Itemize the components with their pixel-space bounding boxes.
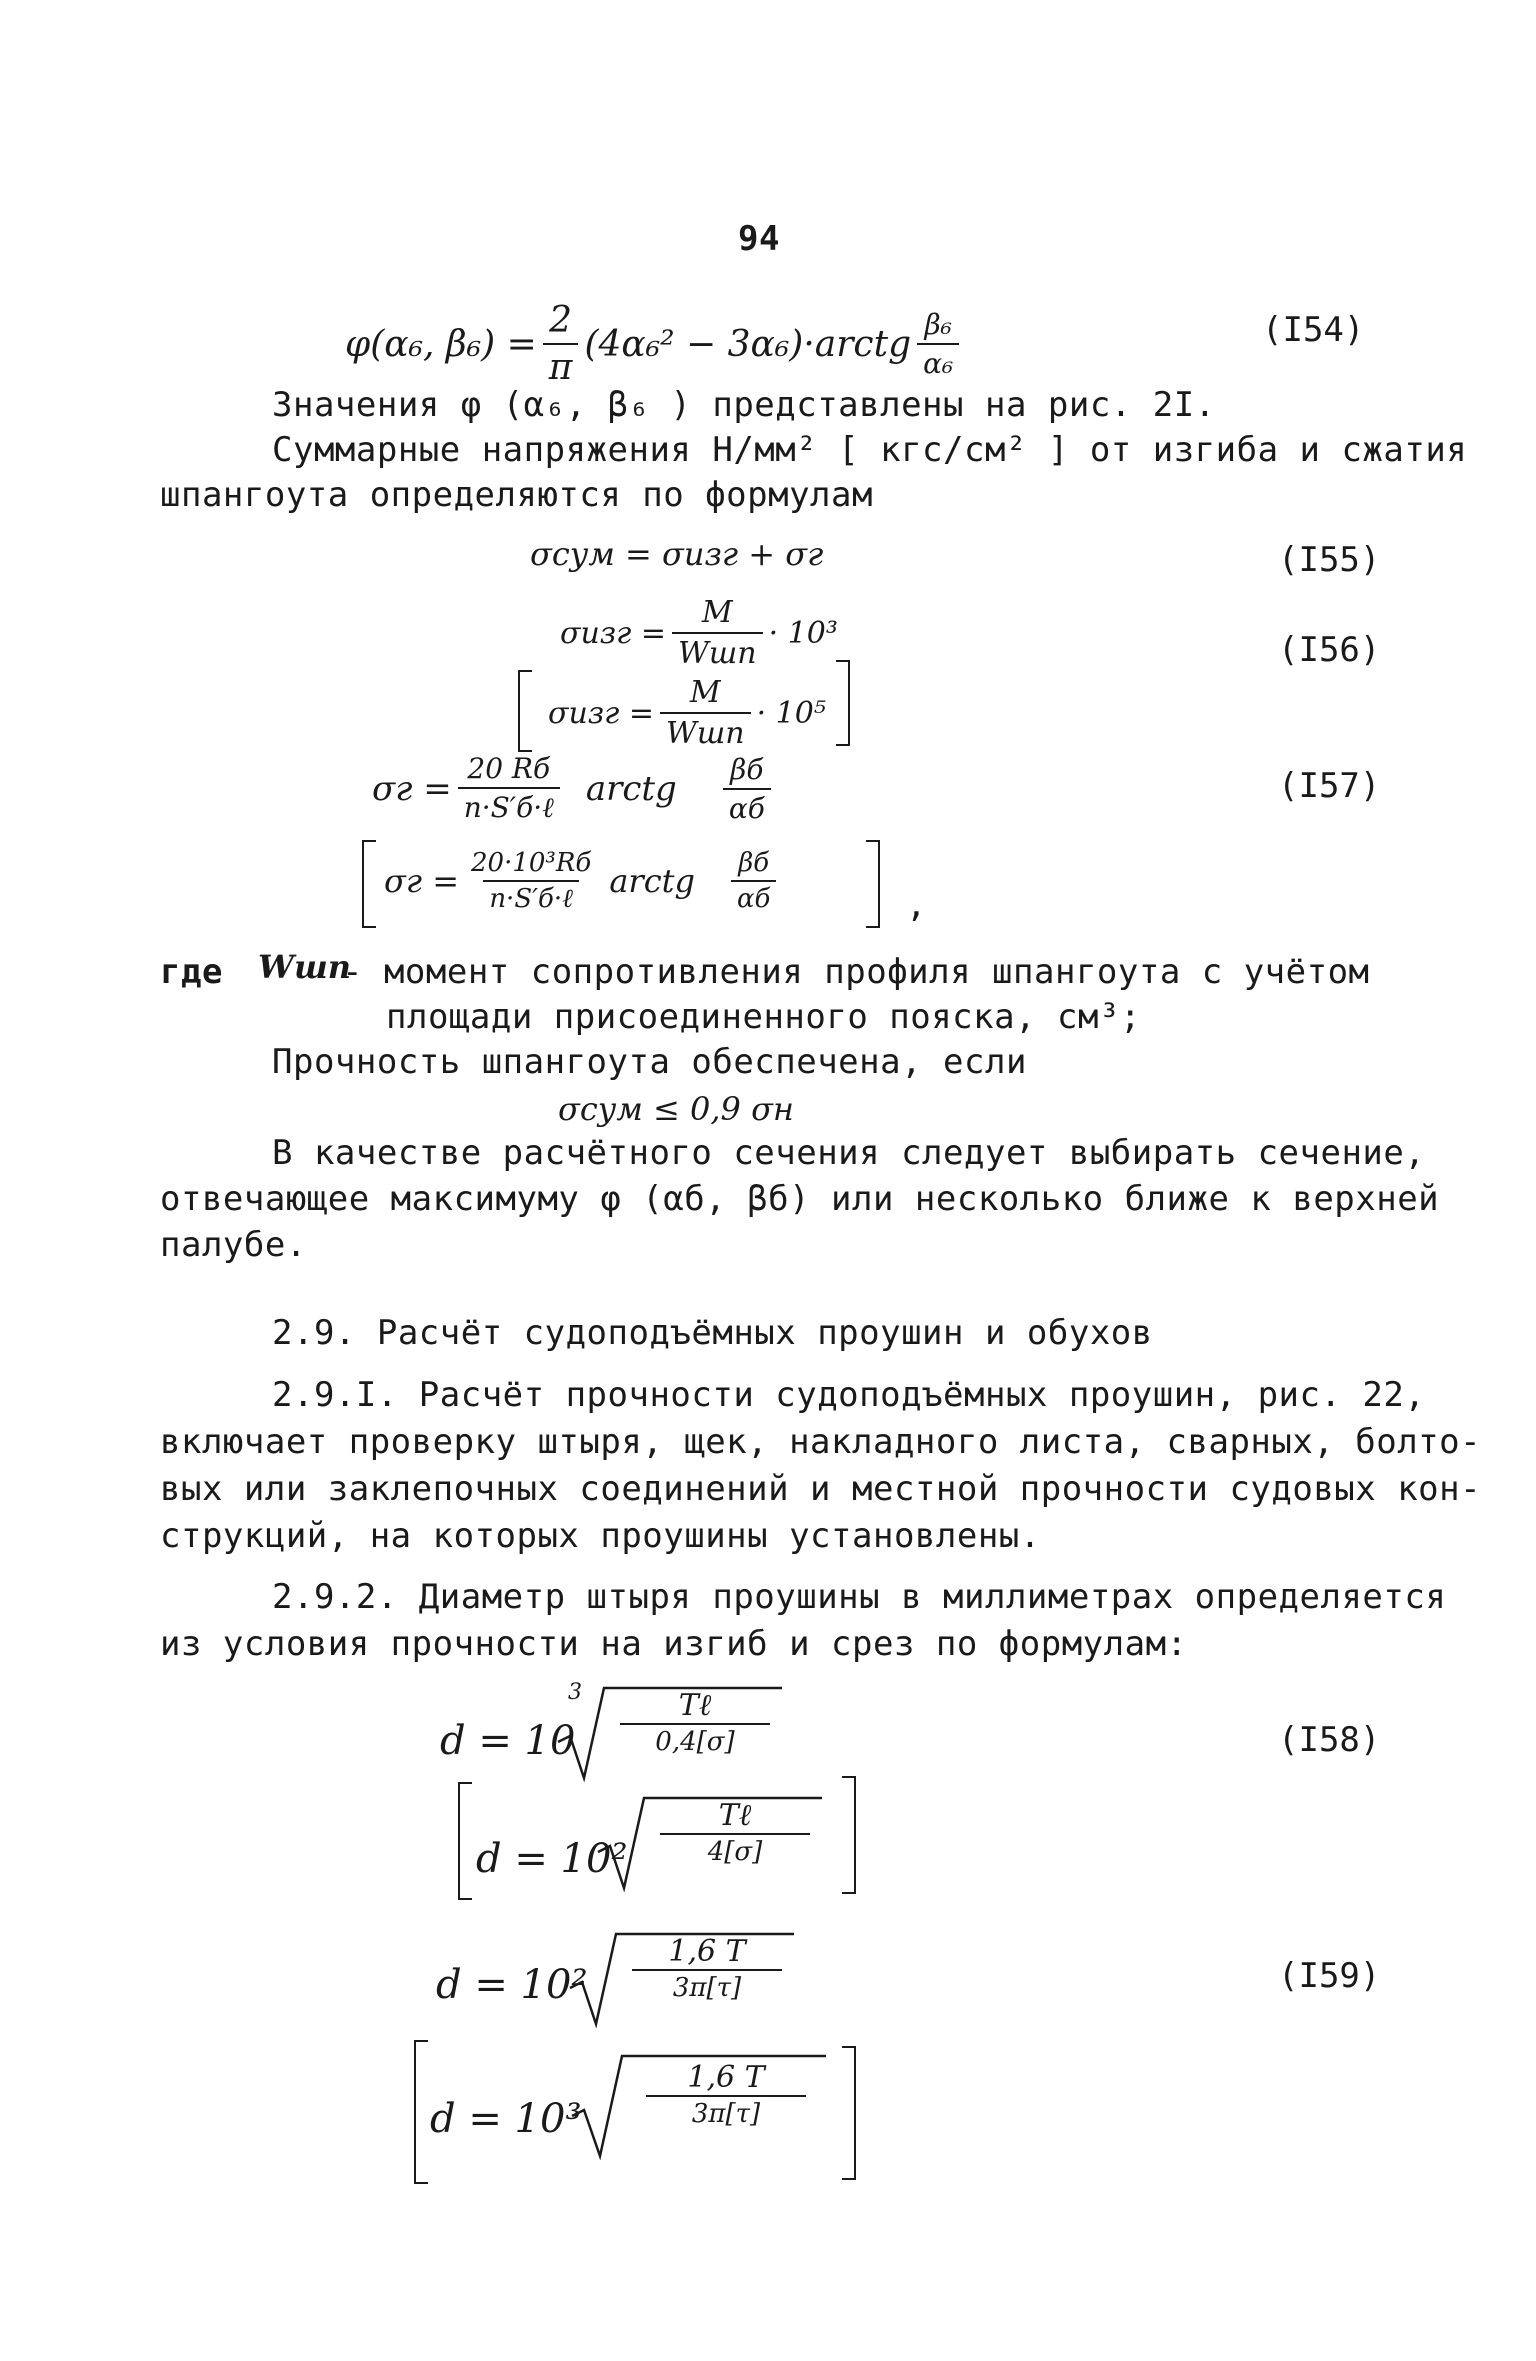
- p291-line4: струкций, на которых проушины установлены.: [160, 1516, 1041, 1556]
- equation-number-155: (I55): [1278, 540, 1381, 580]
- eq157-frac2: [723, 753, 771, 825]
- eq154-frac2: [917, 308, 959, 380]
- eq158b-frac: [650, 1798, 820, 1867]
- eq157b-frac-den: n·S′б·ℓ: [483, 880, 579, 914]
- equation-156-alt: [548, 675, 826, 751]
- eq156b-lhs: σизг =: [548, 695, 654, 731]
- eq157-frac2-den: αб: [723, 788, 771, 825]
- eq156-frac-den: Wшп: [672, 632, 763, 671]
- eq159b-frac-num: 1,6 T: [687, 2060, 765, 2095]
- eq158b-right-bracket: [842, 1776, 856, 1894]
- eq157-frac-den: n·S′б·ℓ: [458, 787, 560, 825]
- eq159-frac-num: 1,6 T: [668, 1934, 746, 1969]
- eq159-frac: [622, 1934, 792, 2003]
- eq154-frac: [543, 300, 579, 388]
- equation-154: [345, 300, 965, 388]
- p291-line3: вых или заклепочных соединений и местной прочности судовых кон-: [160, 1469, 1482, 1509]
- eq156b-right-bracket: [836, 660, 850, 746]
- where-line1: - момент сопротивления профиля шпангоута с учётом: [342, 952, 1370, 992]
- eq158-frac-num: Tℓ: [678, 1688, 712, 1723]
- paragraph-section-line3: палубе.: [160, 1225, 307, 1265]
- strength-condition: σсум ≤ 0,9 σн: [558, 1090, 794, 1128]
- eq157b-right-bracket: [866, 840, 880, 928]
- eq156-frac-num: M: [701, 595, 733, 630]
- eq158b-frac-den: 4[σ]: [660, 1833, 810, 1867]
- equation-156: [560, 595, 838, 671]
- eq159-frac-den: 3π[τ]: [632, 1969, 782, 2003]
- eq158b-frac-num: Tℓ: [718, 1798, 752, 1833]
- eq157b-left-bracket: [362, 840, 376, 928]
- strength-line: Прочность шпангоута обеспечена, если: [272, 1042, 1027, 1082]
- eq157b-comma: ,: [906, 885, 927, 925]
- page-number: 94: [738, 219, 780, 259]
- eq158b-lhs: d = 10²: [476, 1836, 628, 1882]
- eq159b-lhs: d = 10³: [430, 2096, 582, 2142]
- paragraph-section-line1: В качестве расчётного сечения следует выбирать сечение,: [272, 1133, 1426, 1173]
- eq157b-frac2-den: αб: [731, 880, 776, 914]
- where-line2: площади присоединенного пояска, см³;: [386, 997, 1141, 1037]
- eq156-lhs: σизг =: [560, 615, 666, 651]
- eq154-frac2-den: α₆: [917, 343, 959, 380]
- equation-157-alt: [384, 848, 782, 914]
- eq158-root-index: 3: [568, 1680, 582, 1705]
- equation-157: [372, 752, 777, 825]
- equation-number-156: (I56): [1278, 630, 1381, 670]
- equation-number-159: (I59): [1278, 1956, 1381, 1996]
- p292-line2: из условия прочности на изгиб и срез по формулам:: [160, 1624, 1188, 1664]
- eq159-lhs: d = 10²: [436, 1962, 588, 2008]
- eq154-frac-den: π: [543, 343, 579, 388]
- eq156b-left-bracket: [518, 670, 532, 752]
- eq157-arctg: arctg: [585, 768, 677, 809]
- eq157b-frac2: [731, 848, 776, 914]
- eq159b-frac: [636, 2060, 816, 2129]
- eq157b-arctg: arctg: [609, 862, 695, 900]
- eq156b-frac: [660, 675, 751, 751]
- eq154-mid: (4α₆² − 3α₆)·arctg: [584, 323, 912, 365]
- paragraph-stress-line1: Суммарные напряжения Н/мм² [ кгс/см² ] от изгиба и сжатия: [272, 430, 1468, 470]
- eq156b-tail: · 10⁵: [756, 695, 826, 731]
- eq159b-left-bracket: [414, 2040, 428, 2184]
- p291-line2: включает проверку штыря, щек, накладного листа, сварных, болто-: [160, 1422, 1482, 1462]
- eq158-frac: [610, 1688, 780, 1757]
- eq159b-right-bracket: [842, 2046, 856, 2180]
- eq157-frac2-num: βб: [730, 752, 764, 786]
- eq158b-left-bracket: [458, 1782, 472, 1900]
- eq154-lhs: φ(α₆, β₆) =: [345, 323, 537, 365]
- paragraph-stress-line2: шпангоута определяются по формулам: [160, 475, 873, 515]
- eq156-tail: · 10³: [768, 615, 838, 651]
- p292-line1: 2.9.2. Диаметр штыря проушины в миллиметрах определяется: [272, 1577, 1447, 1617]
- eq157b-frac-num: 20·10³Rб: [471, 848, 592, 878]
- eq157b-lhs: σг =: [384, 862, 459, 900]
- eq157-frac-num: 20 Rб: [467, 752, 551, 785]
- eq156b-frac-den: Wшп: [660, 712, 751, 751]
- eq158-lhs: d = 10: [440, 1718, 576, 1764]
- where-symbol: Wшп: [258, 948, 352, 986]
- where-label: где: [160, 952, 223, 992]
- paragraph-section-line2: отвечающее максимуму φ (αб, βб) или несколько ближе к верхней: [160, 1179, 1440, 1219]
- eq157b-frac2-num: βб: [738, 848, 770, 878]
- eq157-frac: [458, 752, 560, 825]
- paragraph-values: Значения φ (α₆, β₆ ) представлены на рис. 2I.: [272, 385, 1216, 425]
- equation-155: σсум = σизг + σг: [530, 535, 824, 573]
- eq156-frac: [672, 595, 763, 671]
- eq159b-frac-den: 3π[τ]: [646, 2095, 806, 2129]
- eq158-frac-den: 0,4[σ]: [620, 1723, 770, 1757]
- equation-number-154: (I54): [1262, 310, 1365, 350]
- p291-line1: 2.9.I. Расчёт прочности судоподъёмных проушин, рис. 22,: [272, 1375, 1426, 1415]
- eq157-lhs: σг =: [372, 768, 452, 809]
- eq156b-frac-num: M: [689, 675, 721, 710]
- eq154-frac2-num: β₆: [924, 308, 952, 341]
- eq157b-frac: [465, 848, 597, 914]
- section-title: 2.9. Расчёт судоподъёмных проушин и обухов: [272, 1313, 1153, 1353]
- eq154-frac-num: 2: [549, 300, 573, 341]
- equation-number-158: (I58): [1278, 1720, 1381, 1760]
- equation-number-157: (I57): [1278, 766, 1381, 806]
